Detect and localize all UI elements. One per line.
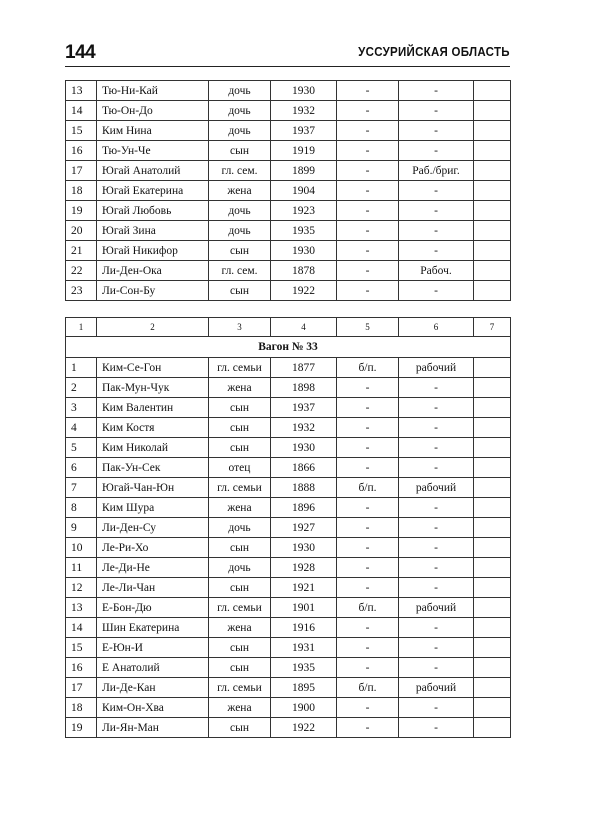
page-number: 144 (65, 42, 96, 63)
party-cell: - (337, 418, 399, 438)
birth-year-cell: 1916 (271, 618, 337, 638)
notes-cell (474, 618, 511, 638)
person-name-cell: Е Анатолий (97, 658, 209, 678)
person-name-cell: Югай Любовь (97, 201, 209, 221)
table-row (66, 538, 511, 558)
party-cell: б/п. (337, 678, 399, 698)
table-row (66, 101, 511, 121)
occupation-cell: Раб./бриг. (399, 161, 474, 181)
notes-cell (474, 161, 511, 181)
person-name-cell: Е-Бон-Дю (97, 598, 209, 618)
row-number-cell: 13 (66, 598, 97, 618)
row-number-cell: 6 (66, 458, 97, 478)
party-cell: - (337, 221, 399, 241)
notes-cell (474, 538, 511, 558)
person-name-cell: Югай-Чан-Юн (97, 478, 209, 498)
occupation-cell: - (399, 538, 474, 558)
party-cell: - (337, 141, 399, 161)
birth-year-cell: 1932 (271, 418, 337, 438)
occupation-cell: - (399, 201, 474, 221)
row-number-cell: 18 (66, 181, 97, 201)
birth-year-cell: 1898 (271, 378, 337, 398)
party-cell: - (337, 498, 399, 518)
table-row (66, 161, 511, 181)
table-row (66, 418, 511, 438)
occupation-cell: - (399, 438, 474, 458)
relation-cell: дочь (209, 121, 271, 141)
birth-year-cell: 1866 (271, 458, 337, 478)
person-name-cell: Ли-Де-Кан (97, 678, 209, 698)
person-name-cell: Ким Шура (97, 498, 209, 518)
party-cell: - (337, 81, 399, 101)
relation-cell: сын (209, 578, 271, 598)
occupation-cell: - (399, 498, 474, 518)
section-row (66, 337, 511, 358)
occupation-cell: - (399, 458, 474, 478)
row-number-cell: 4 (66, 418, 97, 438)
person-name-cell: Е-Юн-И (97, 638, 209, 658)
notes-cell (474, 678, 511, 698)
birth-year-cell: 1923 (271, 201, 337, 221)
wagon-title: Вагон № 33 (66, 337, 511, 358)
relation-cell: гл. семьи (209, 598, 271, 618)
occupation-cell: - (399, 101, 474, 121)
notes-cell (474, 221, 511, 241)
relation-cell: жена (209, 181, 271, 201)
table-row (66, 618, 511, 638)
table-row (66, 718, 511, 738)
person-name-cell: Ли-Ян-Ман (97, 718, 209, 738)
occupation-cell: Рабоч. (399, 261, 474, 281)
table-row (66, 141, 511, 161)
relation-cell: дочь (209, 558, 271, 578)
column-number: 4 (271, 318, 337, 337)
relation-cell: сын (209, 241, 271, 261)
notes-cell (474, 638, 511, 658)
person-name-cell: Ким Николай (97, 438, 209, 458)
row-number-cell: 10 (66, 538, 97, 558)
table-row (66, 458, 511, 478)
person-name-cell: Югай Екатерина (97, 181, 209, 201)
person-name-cell: Пак-Ун-Сек (97, 458, 209, 478)
row-number-cell: 19 (66, 718, 97, 738)
birth-year-cell: 1896 (271, 498, 337, 518)
relation-cell: дочь (209, 201, 271, 221)
party-cell: - (337, 121, 399, 141)
notes-cell (474, 578, 511, 598)
notes-cell (474, 698, 511, 718)
party-cell: - (337, 698, 399, 718)
party-cell: - (337, 281, 399, 301)
notes-cell (474, 398, 511, 418)
row-number-cell: 12 (66, 578, 97, 598)
row-number-cell: 1 (66, 358, 97, 378)
person-name-cell: Ким-Он-Хва (97, 698, 209, 718)
person-name-cell: Югай Анатолий (97, 161, 209, 181)
birth-year-cell: 1904 (271, 181, 337, 201)
notes-cell (474, 378, 511, 398)
row-number-cell: 18 (66, 698, 97, 718)
person-name-cell: Тю-Ун-Че (97, 141, 209, 161)
party-cell: - (337, 578, 399, 598)
relation-cell: сын (209, 281, 271, 301)
party-cell: - (337, 638, 399, 658)
birth-year-cell: 1878 (271, 261, 337, 281)
occupation-cell: - (399, 518, 474, 538)
table-row (66, 558, 511, 578)
running-title: УССУРИЙСКАЯ ОБЛАСТЬ (358, 45, 510, 59)
party-cell: - (337, 538, 399, 558)
table-row (66, 201, 511, 221)
relation-cell: жена (209, 498, 271, 518)
row-number-cell: 20 (66, 221, 97, 241)
row-number-cell: 7 (66, 478, 97, 498)
relation-cell: дочь (209, 101, 271, 121)
birth-year-cell: 1921 (271, 578, 337, 598)
occupation-cell: рабочий (399, 678, 474, 698)
relation-cell: дочь (209, 81, 271, 101)
column-number: 2 (97, 318, 209, 337)
row-number-cell: 19 (66, 201, 97, 221)
relation-cell: сын (209, 638, 271, 658)
person-name-cell: Ле-Ли-Чан (97, 578, 209, 598)
notes-cell (474, 598, 511, 618)
party-cell: б/п. (337, 358, 399, 378)
relation-cell: сын (209, 141, 271, 161)
table-row (66, 378, 511, 398)
row-number-cell: 8 (66, 498, 97, 518)
row-number-cell: 2 (66, 378, 97, 398)
relation-cell: сын (209, 718, 271, 738)
occupation-cell: рабочий (399, 358, 474, 378)
relation-cell: сын (209, 538, 271, 558)
notes-cell (474, 81, 511, 101)
notes-cell (474, 141, 511, 161)
table-row (66, 478, 511, 498)
row-number-cell: 5 (66, 438, 97, 458)
occupation-cell: - (399, 698, 474, 718)
notes-cell (474, 418, 511, 438)
table-row (66, 698, 511, 718)
relation-cell: жена (209, 378, 271, 398)
party-cell: - (337, 241, 399, 261)
occupation-cell: - (399, 141, 474, 161)
relation-cell: гл. сем. (209, 161, 271, 181)
occupation-cell: - (399, 718, 474, 738)
birth-year-cell: 1937 (271, 398, 337, 418)
table-row (66, 281, 511, 301)
occupation-cell: - (399, 221, 474, 241)
table-row (66, 221, 511, 241)
party-cell: - (337, 101, 399, 121)
notes-cell (474, 201, 511, 221)
relation-cell: гл. сем. (209, 261, 271, 281)
row-number-cell: 17 (66, 161, 97, 181)
occupation-cell: - (399, 241, 474, 261)
table-row (66, 358, 511, 378)
notes-cell (474, 358, 511, 378)
birth-year-cell: 1935 (271, 658, 337, 678)
occupation-cell: - (399, 578, 474, 598)
occupation-cell: рабочий (399, 598, 474, 618)
relation-cell: дочь (209, 518, 271, 538)
row-number-cell: 15 (66, 121, 97, 141)
table-row (66, 181, 511, 201)
birth-year-cell: 1930 (271, 81, 337, 101)
table-row (66, 121, 511, 141)
column-number: 6 (399, 318, 474, 337)
person-name-cell: Ким-Се-Гон (97, 358, 209, 378)
party-cell: - (337, 518, 399, 538)
birth-year-cell: 1888 (271, 478, 337, 498)
relation-cell: жена (209, 618, 271, 638)
person-name-cell: Ким Костя (97, 418, 209, 438)
row-number-cell: 15 (66, 638, 97, 658)
notes-cell (474, 558, 511, 578)
page-header (65, 40, 510, 67)
relation-cell: гл. семьи (209, 678, 271, 698)
person-name-cell: Ким Нина (97, 121, 209, 141)
birth-year-cell: 1932 (271, 101, 337, 121)
row-number-cell: 11 (66, 558, 97, 578)
notes-cell (474, 281, 511, 301)
person-name-cell: Ле-Ри-Хо (97, 538, 209, 558)
birth-year-cell: 1927 (271, 518, 337, 538)
relation-cell: дочь (209, 221, 271, 241)
person-name-cell: Тю-Он-До (97, 101, 209, 121)
birth-year-cell: 1922 (271, 281, 337, 301)
occupation-cell: - (399, 181, 474, 201)
roster-table-wagon-33 (65, 317, 511, 738)
party-cell: - (337, 718, 399, 738)
row-number-cell: 14 (66, 101, 97, 121)
person-name-cell: Ли-Ден-Су (97, 518, 209, 538)
column-number: 7 (474, 318, 511, 337)
occupation-cell: рабочий (399, 478, 474, 498)
notes-cell (474, 121, 511, 141)
notes-cell (474, 498, 511, 518)
person-name-cell: Югай Зина (97, 221, 209, 241)
roster-table-continued (65, 80, 511, 301)
table-row (66, 578, 511, 598)
relation-cell: сын (209, 418, 271, 438)
table-row (66, 241, 511, 261)
birth-year-cell: 1930 (271, 241, 337, 261)
person-name-cell: Ли-Ден-Ока (97, 261, 209, 281)
table-row (66, 498, 511, 518)
birth-year-cell: 1935 (271, 221, 337, 241)
birth-year-cell: 1928 (271, 558, 337, 578)
person-name-cell: Ле-Ди-Не (97, 558, 209, 578)
birth-year-cell: 1931 (271, 638, 337, 658)
occupation-cell: - (399, 658, 474, 678)
person-name-cell: Ким Валентин (97, 398, 209, 418)
party-cell: - (337, 378, 399, 398)
party-cell: б/п. (337, 478, 399, 498)
occupation-cell: - (399, 281, 474, 301)
relation-cell: гл. семьи (209, 358, 271, 378)
relation-cell: сын (209, 438, 271, 458)
column-number-row (66, 318, 511, 337)
party-cell: - (337, 558, 399, 578)
birth-year-cell: 1930 (271, 438, 337, 458)
row-number-cell: 3 (66, 398, 97, 418)
notes-cell (474, 438, 511, 458)
occupation-cell: - (399, 558, 474, 578)
notes-cell (474, 458, 511, 478)
birth-year-cell: 1919 (271, 141, 337, 161)
notes-cell (474, 478, 511, 498)
party-cell: - (337, 438, 399, 458)
birth-year-cell: 1877 (271, 358, 337, 378)
table-row (66, 438, 511, 458)
row-number-cell: 13 (66, 81, 97, 101)
column-number: 5 (337, 318, 399, 337)
party-cell: - (337, 398, 399, 418)
table-row (66, 518, 511, 538)
column-number: 3 (209, 318, 271, 337)
table-row (66, 598, 511, 618)
party-cell: - (337, 161, 399, 181)
row-number-cell: 17 (66, 678, 97, 698)
person-name-cell: Югай Никифор (97, 241, 209, 261)
table-row (66, 261, 511, 281)
party-cell: - (337, 181, 399, 201)
occupation-cell: - (399, 121, 474, 141)
birth-year-cell: 1895 (271, 678, 337, 698)
birth-year-cell: 1930 (271, 538, 337, 558)
person-name-cell: Шин Екатерина (97, 618, 209, 638)
row-number-cell: 14 (66, 618, 97, 638)
table-row (66, 638, 511, 658)
occupation-cell: - (399, 378, 474, 398)
birth-year-cell: 1937 (271, 121, 337, 141)
row-number-cell: 16 (66, 141, 97, 161)
relation-cell: отец (209, 458, 271, 478)
party-cell: - (337, 261, 399, 281)
birth-year-cell: 1922 (271, 718, 337, 738)
notes-cell (474, 718, 511, 738)
relation-cell: сын (209, 398, 271, 418)
notes-cell (474, 658, 511, 678)
notes-cell (474, 181, 511, 201)
relation-cell: жена (209, 698, 271, 718)
party-cell: - (337, 201, 399, 221)
person-name-cell: Ли-Сон-Бу (97, 281, 209, 301)
party-cell: - (337, 618, 399, 638)
row-number-cell: 22 (66, 261, 97, 281)
notes-cell (474, 241, 511, 261)
table-row (66, 658, 511, 678)
row-number-cell: 9 (66, 518, 97, 538)
person-name-cell: Пак-Мун-Чук (97, 378, 209, 398)
birth-year-cell: 1899 (271, 161, 337, 181)
relation-cell: гл. семьи (209, 478, 271, 498)
row-number-cell: 21 (66, 241, 97, 261)
notes-cell (474, 261, 511, 281)
occupation-cell: - (399, 418, 474, 438)
birth-year-cell: 1901 (271, 598, 337, 618)
notes-cell (474, 518, 511, 538)
table-row (66, 81, 511, 101)
relation-cell: сын (209, 658, 271, 678)
table-row (66, 398, 511, 418)
occupation-cell: - (399, 81, 474, 101)
occupation-cell: - (399, 398, 474, 418)
birth-year-cell: 1900 (271, 698, 337, 718)
person-name-cell: Тю-Ни-Кай (97, 81, 209, 101)
notes-cell (474, 101, 511, 121)
party-cell: - (337, 458, 399, 478)
party-cell: б/п. (337, 598, 399, 618)
party-cell: - (337, 658, 399, 678)
occupation-cell: - (399, 618, 474, 638)
row-number-cell: 16 (66, 658, 97, 678)
row-number-cell: 23 (66, 281, 97, 301)
column-number: 1 (66, 318, 97, 337)
table-row (66, 678, 511, 698)
occupation-cell: - (399, 638, 474, 658)
